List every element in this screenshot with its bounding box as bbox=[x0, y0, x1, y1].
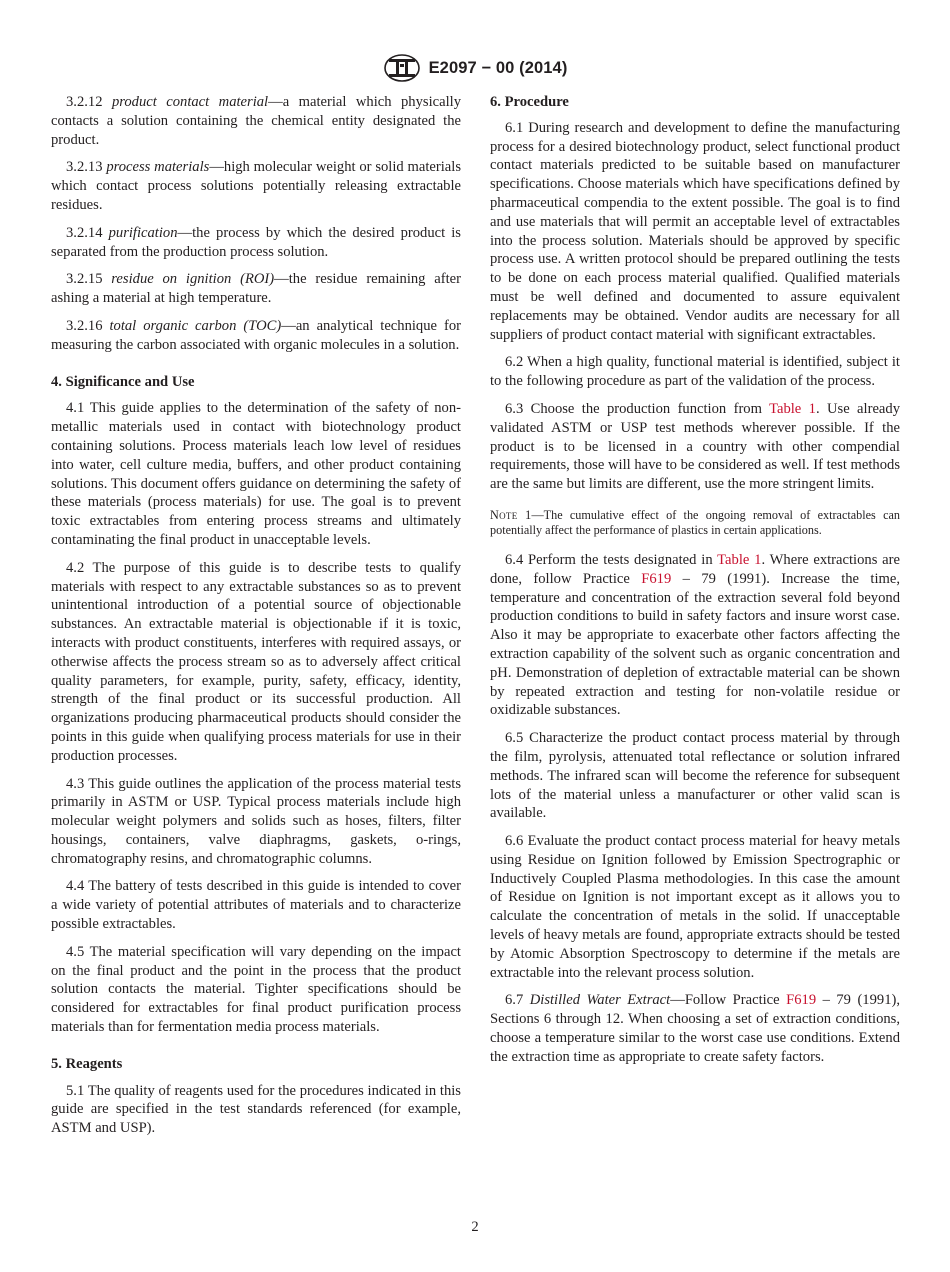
f619-link[interactable]: F619 bbox=[641, 570, 672, 587]
clause-number: 3.2.12 bbox=[66, 94, 112, 110]
paragraph-text: . Where extractions are done, follow Practice bbox=[490, 551, 900, 587]
paragraph-6-3 bbox=[490, 400, 900, 494]
paragraph-6-7 bbox=[490, 991, 900, 1066]
definition-text: —the residue remaining after ashing a material at high temperature. bbox=[51, 271, 462, 307]
defined-term: process materials bbox=[106, 159, 210, 176]
left-column bbox=[51, 93, 461, 1147]
defined-term: product contact material bbox=[111, 94, 269, 110]
astm-logo-icon bbox=[383, 53, 421, 83]
definition-3-2-15 bbox=[51, 270, 461, 308]
definition-3-2-16 bbox=[51, 317, 461, 355]
definition-3-2-13 bbox=[51, 158, 461, 214]
definition-text: —a material which physically contacts a solution containing the chemical entity designated the product. bbox=[51, 94, 461, 148]
paragraph-4-3: 4.3 This guide outlines the application of the process material tests primarily in ASTM or USP. Typical process materials include high molecular weight polymers and solids such as hoses, filters, filter housings, containers, valve diaphragms, gaskets, o-rings, chromatography resins, and chromatographic columns. bbox=[51, 775, 461, 867]
section-5-heading: 5. Reagents bbox=[51, 1055, 123, 1072]
paragraph-6-6: 6.6 Evaluate the product contact process material for heavy metals using Residue on Ignition followed by Emission Spectrographic or Inductively Coupled Plasma methodologies. In this case the amount of Residue on Ignition is not important except as it allows you to calculate the concentration of metals in the solid. If unacceptable levels of heavy metals are found, appropriate extracts should be tested by Atomic Absorption Spectroscopy to determine if the metals are extractable into the relevant process solution. bbox=[490, 833, 900, 981]
definition-3-2-12 bbox=[51, 93, 461, 149]
paragraph-6-2: 6.2 When a high quality, functional material is identified, subject it to the following procedure as part of the validation of the process. bbox=[490, 354, 900, 390]
definition-text: —the process by which the desired product is separated from the production process solution. bbox=[51, 224, 461, 260]
paragraph-6-1: 6.1 During research and development to define the manufacturing process for a desired biotechnology product, select functional product contact materials predicted to be suitable based on manufacturer specifications. Choose materials which have specifications defined by pharmaceutical compendia to the extent possible. The goal is to find and use materials that will permit an acceptable level of extractables into the process solution. Materials should be approved by specific process use. A written protocol should be prepared outlining the tests to be done on each process material qualified. Qualified materials must be well defined and documented to assure equivalent replacements may be obtained. Vendor audits are necessary for all suppliers of product contact material with significant extractables. bbox=[490, 119, 900, 343]
paragraph-4-5: 4.5 The material specification will vary depending on the impact on the final product and the point in the process that the product solution contacts the material. Tighter specifications should be considered for extractables for final product purification process materials than for fermentation media process materials. bbox=[51, 943, 461, 1036]
definition-text: —an analytical technique for measuring the carbon associated with organic molecules in a solution. bbox=[51, 317, 461, 353]
note-1 bbox=[490, 508, 900, 539]
note-label: Note 1 bbox=[490, 507, 532, 522]
defined-term: purification bbox=[108, 224, 178, 241]
paragraph-text: —Follow Practice bbox=[670, 992, 787, 1009]
clause-number: 3.2.13 bbox=[66, 159, 107, 176]
f619-link[interactable]: F619 bbox=[786, 992, 817, 1009]
defined-term: total organic carbon (TOC) bbox=[109, 317, 282, 334]
paragraph-text: 6.3 Choose the production function from bbox=[505, 400, 770, 417]
paragraph-6-5: 6.5 Characterize the product contact process material by through the film, pyrolysis, attenuated total reflectance or solution infrared methods. The infrared scan will become the reference for subsequent lots of the material unless a manufacturer or other valid scan is available. bbox=[490, 730, 900, 822]
paragraph-4-1: 4.1 This guide applies to the determination of the safety of non-metallic materials used in contact with biotechnology product containing solutions. Process materials leach low level of residues into water, cell culture media, buffers, and other product containing solutions. This document offers guidance on determining the safety of these materials (process materials) for use. The goal is to prevent toxic extractables from entering process streams and ultimately contaminating the final product in unacceptable levels. bbox=[51, 400, 461, 548]
clause-number: 3.2.16 bbox=[66, 317, 110, 334]
paragraph-text: . Use already validated ASTM or USP test methods wherever possible. If the product is to be licensed in a country with other compendial requirements, those will have to be considered as well. If test methods are the same but limits are different, use the more stringent limits. bbox=[490, 400, 900, 493]
paragraph-text: – 79 (1991), Sections 6 through 12. When choosing a set of extraction conditions, choose a temperature similar to the worst case use conditions. Extend the extraction time as appropriate to create safety factors. bbox=[490, 992, 901, 1065]
defined-term: residue on ignition (ROI) bbox=[111, 271, 275, 288]
paragraph-4-4: 4.4 The battery of tests described in this guide is intended to cover a wide variety of potential attributes of materials and to characterize possible extractables. bbox=[51, 878, 461, 933]
right-column bbox=[490, 93, 900, 1076]
subsection-title: Distilled Water Extract bbox=[529, 992, 671, 1009]
paragraph-5-1: 5.1 The quality of reagents used for the procedures indicated in this guide are specified in the test standards referenced (for example, ASTM and USP). bbox=[51, 1082, 461, 1137]
clause-number: 3.2.14 bbox=[66, 224, 109, 241]
clause-number: 6.7 bbox=[505, 992, 530, 1009]
paragraph-text: 6.4 Perform the tests designated in bbox=[505, 551, 718, 568]
clause-number: 3.2.15 bbox=[66, 271, 112, 288]
paragraph-6-4 bbox=[490, 551, 900, 720]
note-text: —The cumulative effect of the ongoing removal of extractables can potentially affect the performance of plastics in certain applications. bbox=[490, 507, 900, 538]
document-designation: E2097 − 00 (2014) bbox=[428, 58, 568, 77]
paragraph-4-2: 4.2 The purpose of this guide is to describe tests to qualify materials with respect to any extractable substances so as to prevent unintentional introduction of a potential source of objectionable substances. An extractable material is objectionable if it is toxic, interacts with product constituents, interferes with required assays, or otherwise affects the process stream so as to adversely affect critical quality parameters, for example, purity, safety, efficacy, identity, strength of the final product or its successful production. All organizations producing pharmaceutical products should consider the points in this guide when qualifying process materials for use in their production processes. bbox=[51, 559, 461, 764]
table-1-link[interactable]: Table 1 bbox=[717, 551, 762, 568]
section-6-heading: 6. Procedure bbox=[490, 94, 569, 110]
table-1-link[interactable]: Table 1 bbox=[769, 400, 816, 417]
page-header bbox=[0, 52, 950, 84]
definition-text: —high molecular weight or solid materials which contact process solutions potentially releasing extractable residues. bbox=[51, 159, 462, 213]
paragraph-text: – 79 (1991). Increase the time, temperature and concentration of the extraction several fold beyond production conditions to build in safety factors and insure worst case. Also it may be appropriate to exacerbate other factors affecting the extraction capability of the solvent such as organic concentration and pH. Demonstration of depletion of extractable material can be shown by repeated extraction and testing for non-volatile residue or oxidizable substances. bbox=[490, 570, 900, 719]
page-number: 2 bbox=[471, 1219, 479, 1235]
definition-3-2-14 bbox=[51, 224, 461, 262]
section-4-heading: 4. Significance and Use bbox=[51, 373, 195, 390]
